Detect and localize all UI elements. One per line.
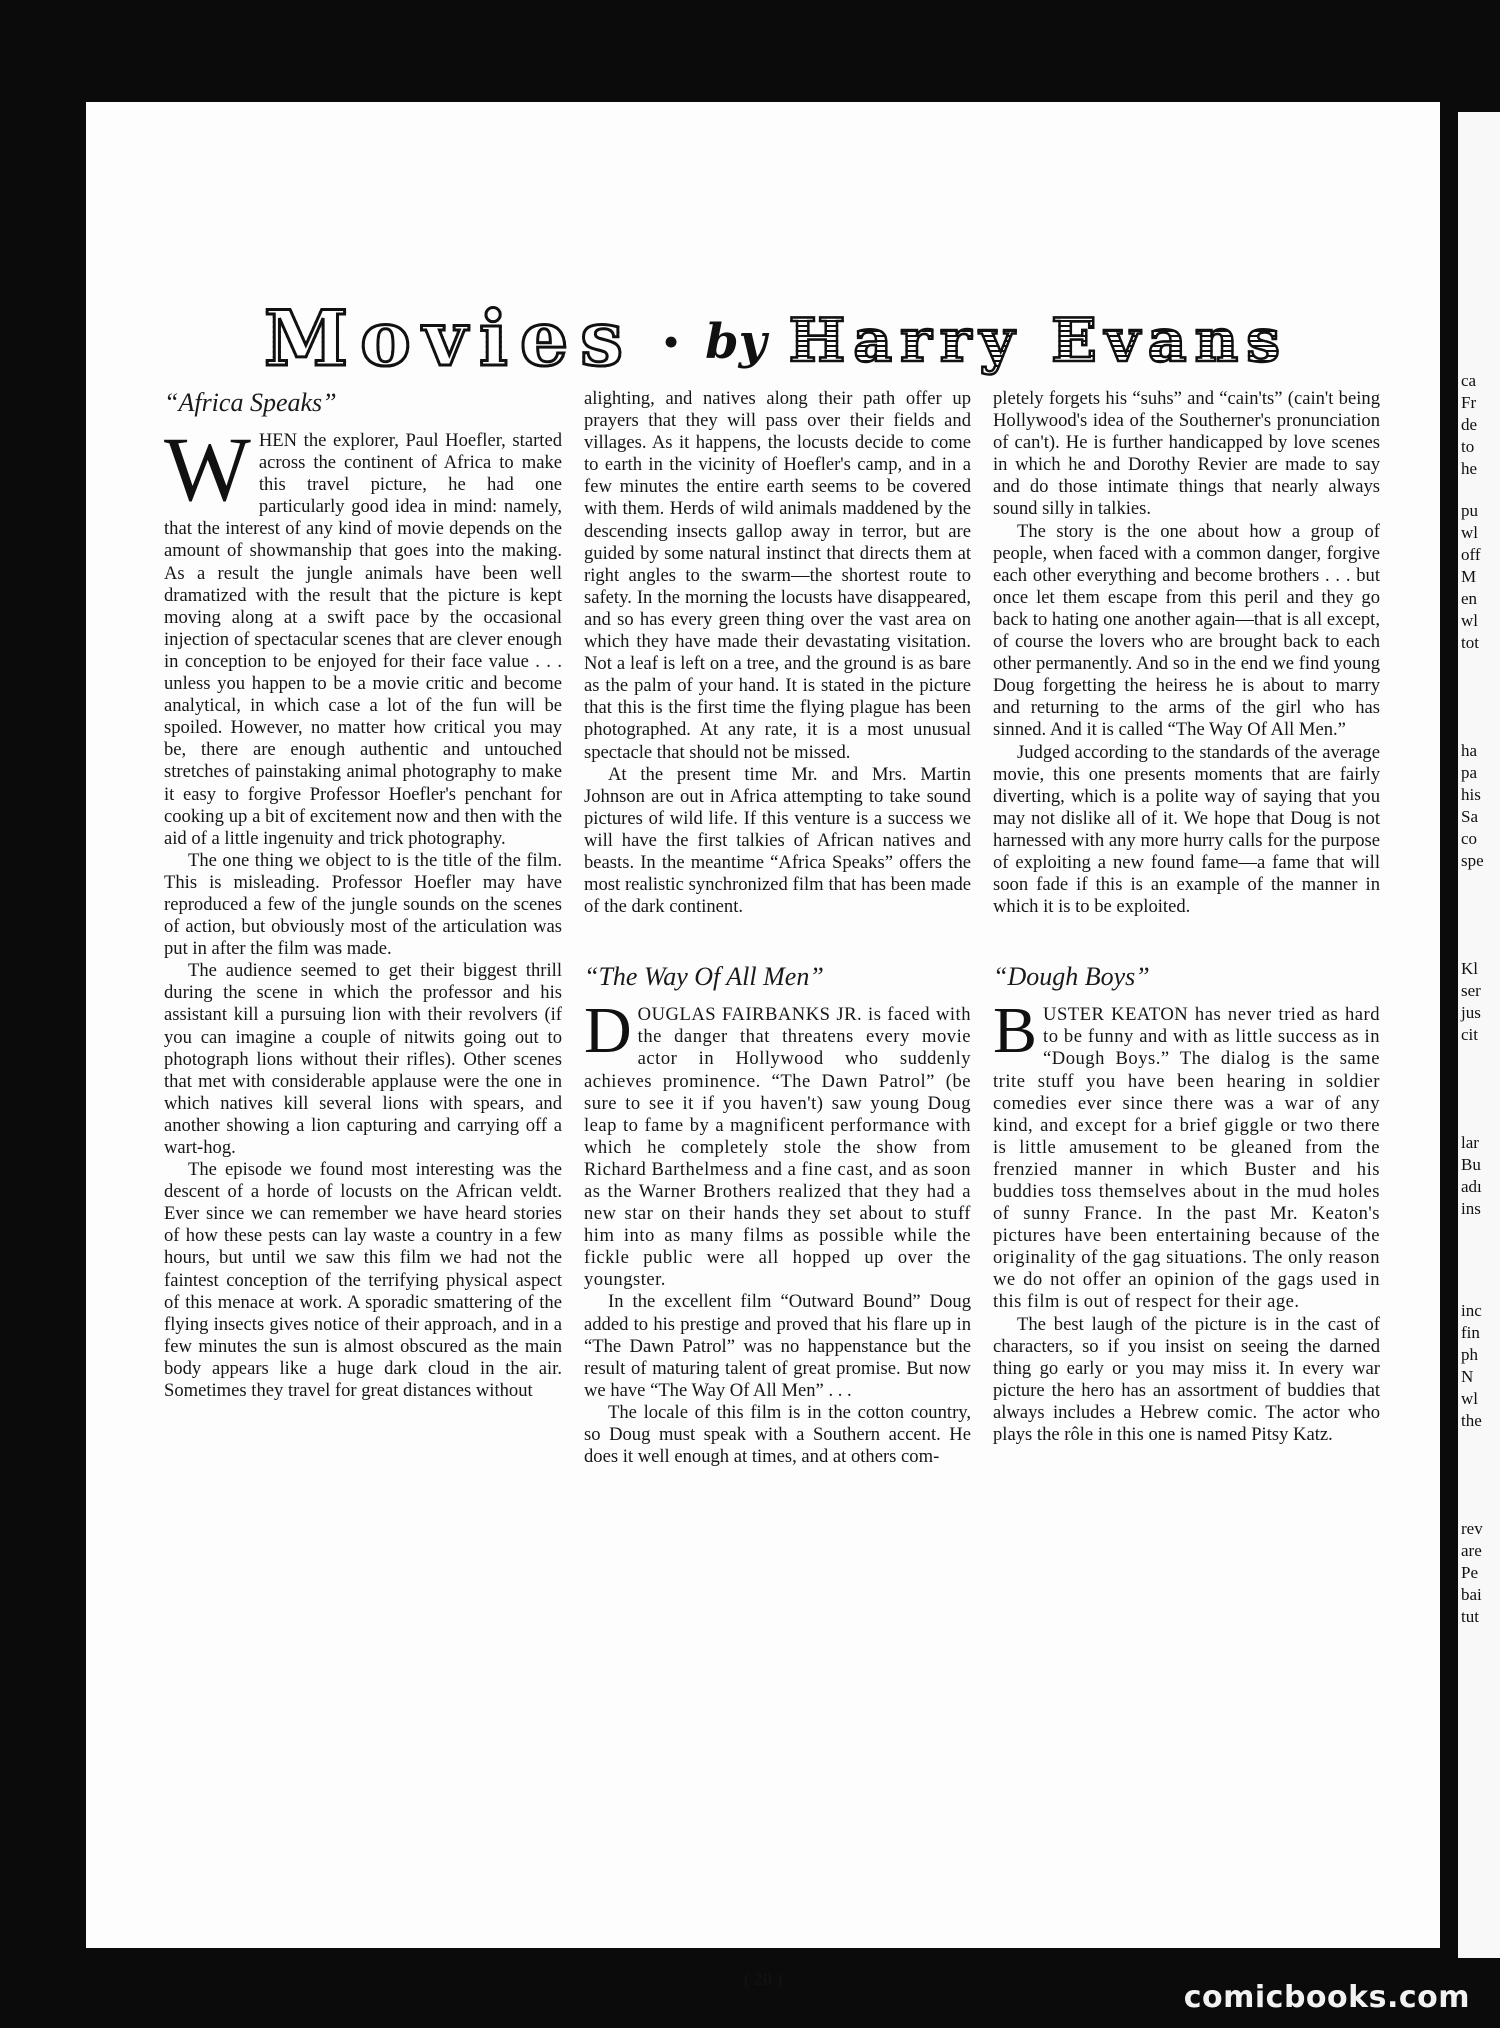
next-page-fragment: ha bbox=[1461, 741, 1478, 760]
next-page-fragment: he bbox=[1461, 459, 1478, 478]
paragraph: alighting, and natives along their path offer up prayers that they will pass over their fields and villages. As it happens, the locusts decide to come to earth in the vicinity of Hoefler's camp, and in a few minutes the entire earth seems to be covered with them. Herds of wild animals maddened by the descending insects gallop away in terror, but are guided by some natural instinct that directs them at right angles to the swarm—the shortest route to safety. In the morning the locusts have disappeared, and so has every green thing over the vast area on which they have made their devastating visitation. Not a leaf is left on a tree, and the ground is as bare as the palm of your hand. It is stated in the picture that this is the first time the flying plague has been photographed. At any rate, it is a most unusual spectacle that should not be missed. bbox=[584, 388, 971, 763]
next-page-fragment: pu bbox=[1461, 501, 1478, 520]
next-page-fragment: wl bbox=[1461, 611, 1478, 630]
paragraph: In the excellent film “Outward Bound” Doug added to his prestige and proved that his flare up in “The Dawn Patrol” was no happenstance but the result of maturing talent of great promise. But now we have “The Way Of All Men” . . . bbox=[584, 1291, 971, 1401]
paragraph: The locale of this film is in the cotton country, so Doug must speak with a Southern accent. He does it well enough at times, and at others com- bbox=[584, 1401, 971, 1468]
paragraph: The episode we found most interesting was the descent of a horde of locusts on the African veldt. Ever since we can remember we have heard stories of how these pests can lay waste a country in a few hours, but until we saw this film we had not the faintest conception of the terrifying physical aspect of this menace at work. A sporadic smattering of the flying insects gives notice of their approach, and in a few minutes the sun is almost obscured as the main body appears like a huge dark cloud in the air. Sometimes they travel for great distances without bbox=[164, 1159, 562, 1402]
drop-cap: W bbox=[164, 418, 251, 520]
next-page-fragment: ins bbox=[1461, 1199, 1481, 1218]
next-page-fragment: co bbox=[1461, 829, 1478, 848]
next-page-fragment: tut bbox=[1461, 1607, 1479, 1626]
next-page-fragment: spe bbox=[1461, 851, 1484, 870]
text-column-3 bbox=[993, 388, 1380, 1446]
next-page-fragment: rev bbox=[1461, 1519, 1483, 1538]
review-heading-the-way-of-all-men: “The Way Of All Men” bbox=[584, 962, 824, 992]
paragraph-text: OUGLAS FAIRBANKS JR. is faced with the danger that threatens every movie actor in Hollywood who suddenly achieves prominence. “The Dawn Patrol” (be sure to see it if you haven't) saw young Doug leap to fame by a magnificent performance with which he completely stole the show from Richard Barthelmess and a fine cast, and as soon as the Warner Brothers realized that they had a new star on their hands they set about to stuff him into as many films as possible while the fickle public were all hopped up over the youngster. bbox=[584, 1004, 971, 1291]
paragraph: The one thing we object to is the title of the film. This is misleading. Professor Hoefler may have reproduced a few of the jungle sounds on the scenes of action, but obviously most of the articulation was put in after the film was made. bbox=[164, 849, 562, 960]
next-page-fragment: Pe bbox=[1461, 1563, 1478, 1582]
next-page-fragment: inc bbox=[1461, 1301, 1482, 1320]
paragraph bbox=[993, 994, 1380, 1313]
paragraph bbox=[584, 994, 971, 1291]
next-page-fragment: his bbox=[1461, 785, 1481, 804]
next-page-fragment: M bbox=[1461, 567, 1477, 586]
next-page-fragment: cit bbox=[1461, 1025, 1478, 1044]
paragraph: pletely forgets his “suhs” and “cain'ts” (cain't being Hollywood's idea of the Southerner's pronunciation of can't). He is further handicapped by love scenes in which he and Dorothy Revier are made to say and do those intimate things that nearly always sound silly in talkies. bbox=[993, 388, 1380, 520]
byline-author: Harry Evans bbox=[788, 306, 1288, 376]
next-page-fragment: the bbox=[1461, 1411, 1482, 1430]
review-heading-africa-speaks: “Africa Speaks” bbox=[164, 388, 337, 417]
paragraph bbox=[164, 418, 562, 850]
next-page-fragment: de bbox=[1461, 415, 1478, 434]
review-heading-dough-boys: “Dough Boys” bbox=[993, 962, 1150, 992]
next-page-fragment: ser bbox=[1461, 981, 1481, 1000]
column-title: Movies bbox=[264, 294, 635, 383]
next-page-fragment: are bbox=[1461, 1541, 1482, 1560]
next-page-fragment: bai bbox=[1461, 1585, 1482, 1604]
next-page-fragment: wl bbox=[1461, 1389, 1478, 1408]
next-page-fragment: ca bbox=[1461, 371, 1477, 390]
next-page-fragment: Kl bbox=[1461, 959, 1478, 978]
next-page-fragment: Bu bbox=[1461, 1155, 1481, 1174]
paragraph: At the present time Mr. and Mrs. Martin Johnson are out in Africa attempting to take sound pictures of wild life. If this venture is a success we will have the first talkies of African natives and beasts. In the meantime “Africa Speaks” offers the most realistic synchronized film that has been made of the dark continent. bbox=[584, 763, 971, 918]
text-column-1 bbox=[164, 388, 562, 1402]
next-page-fragment: off bbox=[1461, 545, 1481, 564]
next-page-fragment: to bbox=[1461, 437, 1475, 456]
next-page-fragment: en bbox=[1461, 589, 1478, 608]
magazine-page bbox=[86, 102, 1440, 1989]
drop-cap: D bbox=[584, 994, 632, 1068]
text-column-2 bbox=[584, 388, 971, 1468]
paragraph: The story is the one about how a group of people, when faced with a common danger, forgive each other everything and become brothers . . . but once let them escape from this peril and they go back to hating one another again—that is all except, of course the lovers who are brought back to each other permanently. And so in the end we find young Doug forgetting the heiress he is about to marry and returning to the arms of the girl who has sinned. And it is called “The Way Of All Men.” bbox=[993, 520, 1380, 741]
next-page-fragment: tot bbox=[1461, 633, 1479, 652]
watermark: comicbooks.com bbox=[1183, 1980, 1470, 2015]
paragraph-text: HEN the explorer, Paul Hoefler, started across the continent of Africa to make this travel picture, he had one particularly good idea in mind: namely, that the interest of any kind of movie depends on the amount of showmanship that goes into the making. As a result the jungle animals have been well dramatized with the result that the picture is kept moving along at a swift pace by the occasional injection of spectacular scenes that are clever enough in conception to be enjoyed for their face value . . . unless you happen to be a movie critic and become analytical, in which case a lot of the fun will be spoiled. However, no matter how critical you may be, there are enough authentic and untouched stretches of painstaking animal photography to make it easy to forgive Professor Hoefler's penchant for cooking up a bit of excitement now and then with the aid of a little ingenuity and trick photography. bbox=[164, 430, 562, 849]
next-page-fragment: adı bbox=[1461, 1177, 1482, 1196]
byline-by: by bbox=[705, 314, 767, 370]
paragraph-text: USTER KEATON has never tried as hard to be funny and with as little success as in “Dough Boys.” The dialog is the same trite stuff you have been hearing in soldier comedies ever since there was a war of any kind, and except for a brief giggle or two there is little amusement to be gleaned from the frenzied manner in which Buster and his buddies toss themselves about in the mud holes of sunny France. In the past Mr. Keaton's pictures have been entertaining because of the originality of the gag situations. The only reason we do not offer an opinion of the gags used in this film is out of respect for their age. bbox=[993, 1004, 1380, 1313]
next-page-fragment: lar bbox=[1461, 1133, 1479, 1152]
next-page-fragment: pa bbox=[1461, 763, 1478, 782]
drop-cap: B bbox=[993, 994, 1038, 1068]
next-page-fragment: ph bbox=[1461, 1345, 1478, 1364]
paragraph: Judged according to the standards of the average movie, this one presents moments that are fairly diverting, which is a polite way of saying that you may not dislike all of it. We hope that Doug is not harnessed with any more hurry calls for the purpose of exploiting a new found fame—a fame that will soon fade if this is an example of the manner in which it is to be exploited. bbox=[993, 741, 1380, 918]
next-page-fragment: jus bbox=[1461, 1003, 1481, 1022]
next-page-fragment: Fr bbox=[1461, 393, 1477, 412]
paragraph: The best laugh of the picture is in the cast of characters, so if you insist on seeing the darned thing go early or you may miss it. In every war picture the hero has an assortment of buddies that always includes a Hebrew comic. The actor who plays the rôle in this one is named Pitsy Katz. bbox=[993, 1313, 1380, 1446]
next-page-fragment: fin bbox=[1461, 1323, 1480, 1342]
next-page-fragment: N bbox=[1461, 1367, 1474, 1386]
next-page-fragment: Sa bbox=[1461, 807, 1478, 826]
adjacent-page-edge bbox=[1458, 112, 1500, 1958]
page-number: ( 20 ) bbox=[743, 1969, 783, 1989]
next-page-fragment: wl bbox=[1461, 523, 1478, 542]
paragraph: The audience seemed to get their biggest thrill during the scene in which the professor and his assistant kill a pursuing lion with their revolvers (if you can imagine a couple of nitwits going out to photograph lions without their rifles). Other scenes that met with considerable applause were the one in which natives kill several lions with spears, and another showing a lion capturing and carrying off a wart-hog. bbox=[164, 960, 562, 1158]
masthead-separator: • bbox=[663, 316, 680, 367]
